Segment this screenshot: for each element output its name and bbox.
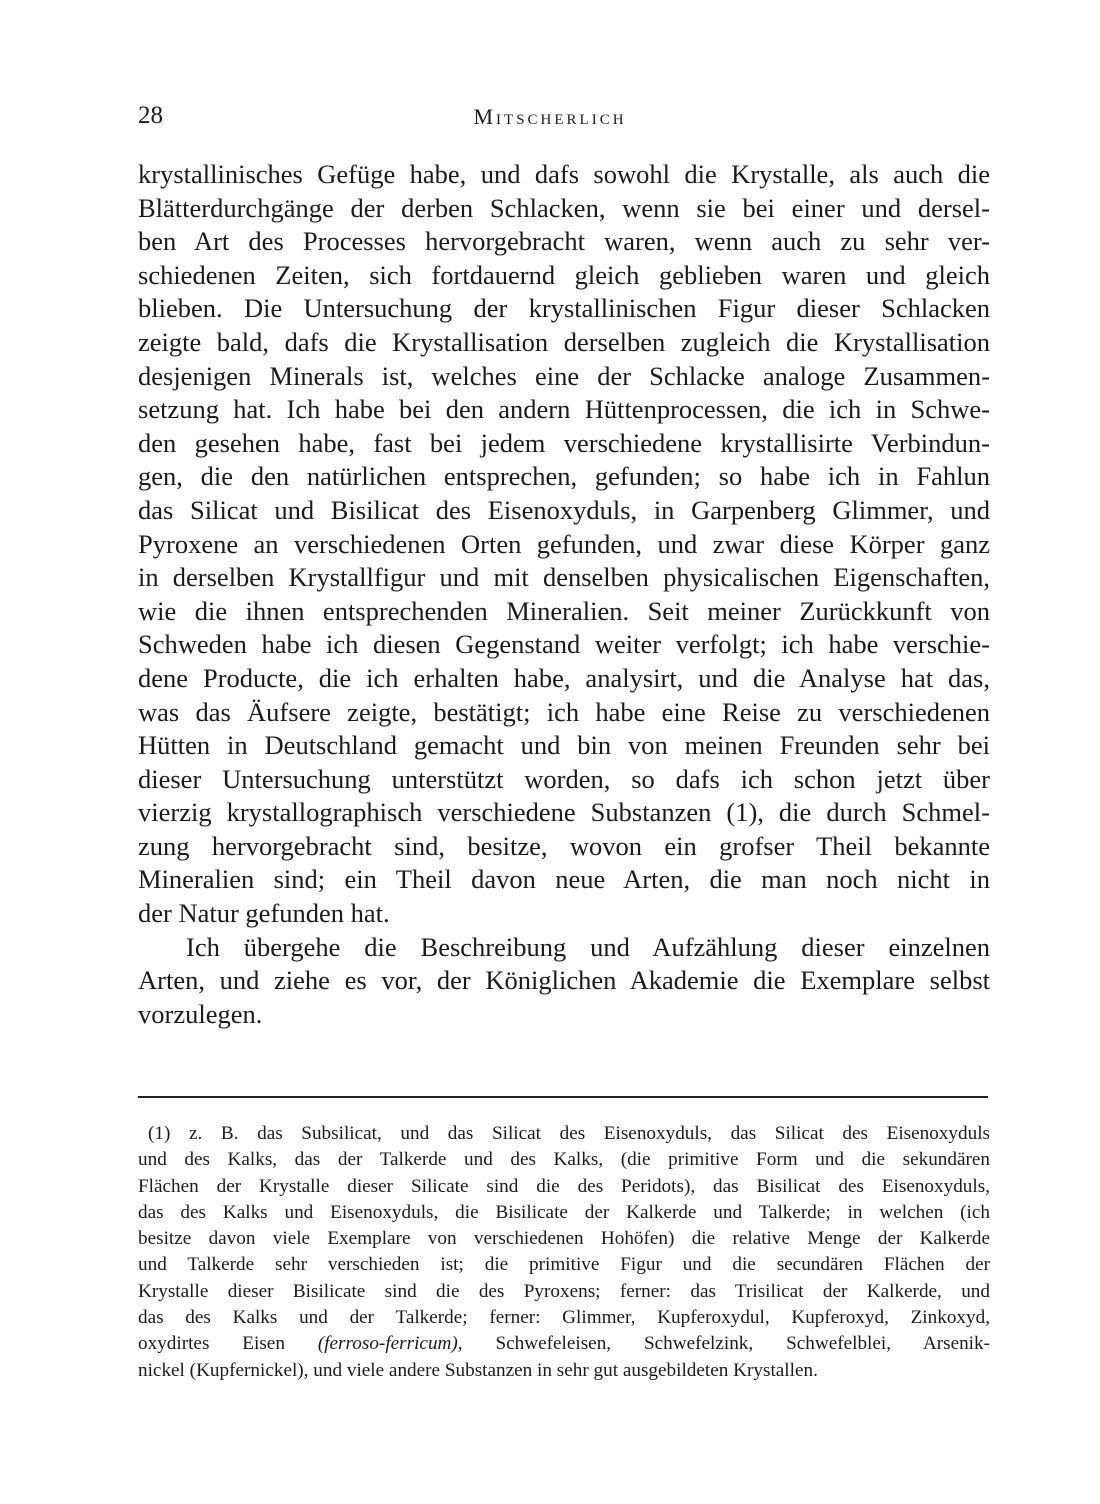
footnote-line: und des Kalks, das der Talkerde und des Kalks, (die primitive Form und die sekundären bbox=[138, 1149, 990, 1171]
footnote-line: (1) z. B. das Subsilicat, und das Silicat des Eisenoxyduls, das Silicat des Eisenoxyduls bbox=[148, 1123, 990, 1144]
text-line: das Silicat und Bisilicat des Eisenoxyduls, in Garpenberg Glimmer, und bbox=[138, 494, 990, 525]
text-line: dene Producte, die ich erhalten habe, analysirt, und die Analyse hat das, bbox=[138, 662, 990, 693]
footnote-divider bbox=[138, 1096, 988, 1098]
text-line: vorzulegen. bbox=[138, 998, 263, 1029]
footnote-line: Krystalle dieser Bisilicate sind die des Pyroxens; ferner: das Trisilicat der Kalkerde, und bbox=[138, 1280, 990, 1302]
text-line: Schweden habe ich diesen Gegenstand weiter verfolgt; ich habe verschie- bbox=[138, 629, 990, 660]
text-line: setzung hat. Ich habe bei den andern Hüttenprocessen, die ich in Schwe- bbox=[138, 394, 990, 425]
text-line: krystallinisches Gefüge habe, und dafs sowohl die Krystalle, als auch die bbox=[138, 159, 990, 189]
footnote-line: das des Kalks und Eisenoxyduls, die Bisilicate der Kalkerde und Talkerde; in welchen (ich bbox=[138, 1201, 990, 1223]
footnote-line: Flächen der Krystalle dieser Silicate sind die des Peridots), das Bisilicat des Eisenoxyduls, bbox=[138, 1175, 990, 1197]
text-line: in derselben Krystallfigur und mit denselben physicalischen Eigenschaften, bbox=[138, 562, 990, 593]
page-number: 28 bbox=[138, 102, 163, 129]
text-line: Hütten in Deutschland gemacht und bin von meinen Freunden sehr bei bbox=[138, 730, 990, 761]
text-line: zung hervorgebracht sind, besitze, wovon ein grofser Theil bekannte bbox=[138, 830, 990, 861]
main-text bbox=[138, 158, 990, 1031]
text-line: wie die ihnen entsprechenden Mineralien. Seit meiner Zurückkunft von bbox=[138, 595, 990, 626]
text-line: dieser Untersuchung unterstützt worden, so dafs ich schon jetzt über bbox=[138, 763, 990, 794]
footnote-line: nickel (Kupfernickel), und viele andere Substanzen in sehr gut ausgebildeten Krystallen. bbox=[138, 1359, 818, 1381]
text-line: blieben. Die Untersuchung der krystallinischen Figur dieser Schlacken bbox=[138, 293, 990, 324]
text-line: vierzig krystallographisch verschiedene Substanzen (1), die durch Schmel- bbox=[138, 797, 990, 828]
footnote-line: und Talkerde sehr verschieden ist; die primitive Figur und die secundären Flächen der bbox=[138, 1254, 990, 1276]
text-line: Arten, und ziehe es vor, der Königlichen Akademie die Exemplare selbst bbox=[138, 965, 990, 996]
text-line: den gesehen habe, fast bei jedem verschiedene krystallisirte Verbindun- bbox=[138, 427, 990, 458]
text-line: was das Äufsere zeigte, bestätigt; ich habe eine Reise zu verschiedenen bbox=[138, 696, 990, 727]
text-line: desjenigen Minerals ist, welches eine der Schlacke analoge Zusammen- bbox=[138, 360, 990, 391]
text-line: zeigte bald, dafs die Krystallisation derselben zugleich die Krystallisation bbox=[138, 326, 990, 357]
footnote-line: besitze davon viele Exemplare von verschiedenen Hohöfen) die relative Menge der Kalkerde bbox=[138, 1228, 990, 1250]
footnote-line: das des Kalks und der Talkerde; ferner: Glimmer, Kupferoxydul, Kupferoxyd, Zinkoxyd, bbox=[138, 1307, 990, 1329]
text-line: gen, die den natürlichen entsprechen, gefunden; so habe ich in Fahlun bbox=[138, 461, 990, 492]
running-title: Mitscherlich bbox=[473, 104, 627, 129]
footnote-italic-term: (ferroso-ferricum) bbox=[317, 1333, 458, 1355]
footnote bbox=[138, 1121, 990, 1384]
text-line: Pyroxene an verschiedenen Orten gefunden, und zwar diese Körper ganz bbox=[138, 528, 990, 559]
footnote-text: oxydirtes Eisen bbox=[138, 1333, 318, 1355]
text-line: Mineralien sind; ein Theil davon neue Arten, die man noch nicht in bbox=[138, 864, 990, 895]
text-line: der Natur gefunden hat. bbox=[138, 898, 390, 929]
footnote-text: , Schwefeleisen, Schwefelzink, Schwefelblei, Arsenik- bbox=[457, 1333, 990, 1355]
text-line: schiedenen Zeiten, sich fortdauernd gleich geblieben waren und gleich bbox=[138, 259, 990, 290]
footnote-line bbox=[138, 1331, 990, 1357]
text-line: Blätterdurchgänge der derben Schlacken, wenn sie bei einer und dersel- bbox=[138, 192, 990, 223]
text-line: ben Art des Processes hervorgebracht waren, wenn auch zu sehr ver- bbox=[138, 226, 990, 257]
text-line: Ich übergehe die Beschreibung und Aufzählung dieser einzelnen bbox=[186, 931, 990, 962]
